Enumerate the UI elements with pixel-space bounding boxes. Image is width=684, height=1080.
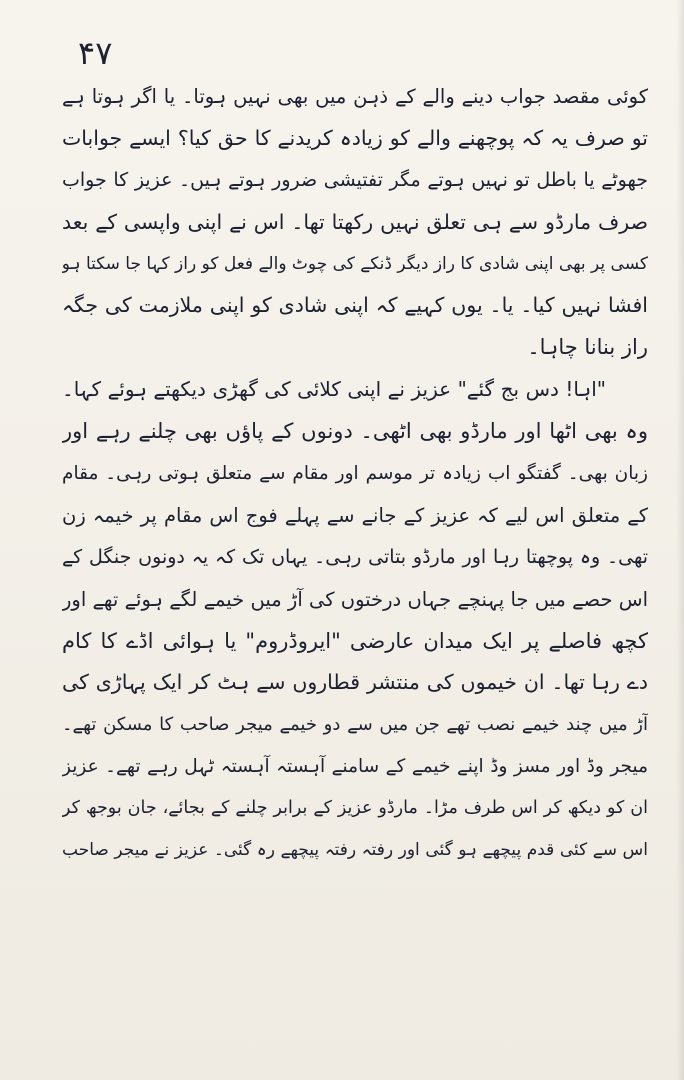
text-line: آڑ میں چند خیمے نصب تھے جن میں سے دو خیمے میجر صاحب کا مسکن تھے۔ <box>62 714 648 736</box>
page-number: ۴۷ <box>78 34 113 72</box>
text-line: وہ بھی اٹھا اور مارڈو بھی اٹھی۔ دونوں کے پاؤں بھی چلنے رہے اور <box>62 419 648 444</box>
text-line: جھوٹے یا باطل تو نہیں ہوتے مگر تفتیشی ضرور ہوتے ہیں۔ عزیز کا جواب <box>62 168 648 191</box>
page-edge-shadow <box>676 0 684 1080</box>
text-line: صرف مارڈو سے ہی تعلق نہیں رکھتا تھا۔ اس نے اپنی واپسی کے بعد <box>62 209 648 234</box>
text-line: اس حصے میں جا پہنچے جہاں درختوں کی آڑ میں خیمے لگے ہوئے تھے اور <box>62 587 648 611</box>
text-line: افشا نہیں کیا۔ یا۔ یوں کہیے کہ اپنی شادی کو اپنی ملازمت کی جگہ <box>62 293 648 318</box>
text-line: کے متعلق اس لیے کہ عزیز کے جانے سے پہلے فوج اس مقام پر خیمہ زن <box>62 503 648 527</box>
text-line: میجر وڈ اور مسز وڈ اپنے خیمے کے سامنے آہستہ آہستہ ٹہل رہے تھے۔ عزیز <box>62 756 648 778</box>
text-line: دے رہا تھا۔ ان خیموں کی منتشر قطاروں سے ہٹ کر ایک پہاڑی کی <box>62 670 648 695</box>
text-line: زبان بھی۔ گفتگو اب زیادہ تر موسم اور مقام سے متعلق ہوتی رہی۔ مقام <box>62 463 648 485</box>
text-line: ان کو دیکھ کر اس طرف مڑا۔ مارڈو عزیز کے برابر چلنے کے بجائے، جان بوجھ کر <box>62 798 648 819</box>
text-line: تھی۔ وہ پوچھتا رہا اور مارڈو بتاتی رہی۔ یہاں تک کہ یہ دونوں جنگل کے <box>62 545 648 568</box>
text-line: کسی پر بھی اپنی شادی کا راز دیگر ڈنکے کی چوٹ والے فعل کو راز کہا جا سکتا ہو <box>62 253 648 274</box>
text-line: راز بنانا چاہا۔ <box>527 335 648 360</box>
text-line: "اہا! دس بج گئے" عزیز نے اپنی کلائی کی گھڑی دیکھتے ہوئے کہا۔ <box>62 377 606 402</box>
text-line: کوئی مقصد جواب دینے والے کے ذہن میں بھی نہیں ہوتا۔ یا اگر ہوتا ہے <box>62 85 648 108</box>
text-line: کچھ فاصلے پر ایک میدان عارضی "ایروڈروم" یا ہوائی اڈے کا کام <box>62 628 648 653</box>
text-line: تو صرف یہ کہ پوچھنے والے کو زیادہ کریدنے کا حق کیا؟ ایسے جوابات <box>62 125 648 150</box>
text-line: اس سے کئی قدم پیچھے ہو گئی اور رفتہ رفتہ پیچھے رہ گئی۔ عزیز نے میجر صاحب <box>62 840 648 861</box>
body-text <box>62 76 648 1056</box>
